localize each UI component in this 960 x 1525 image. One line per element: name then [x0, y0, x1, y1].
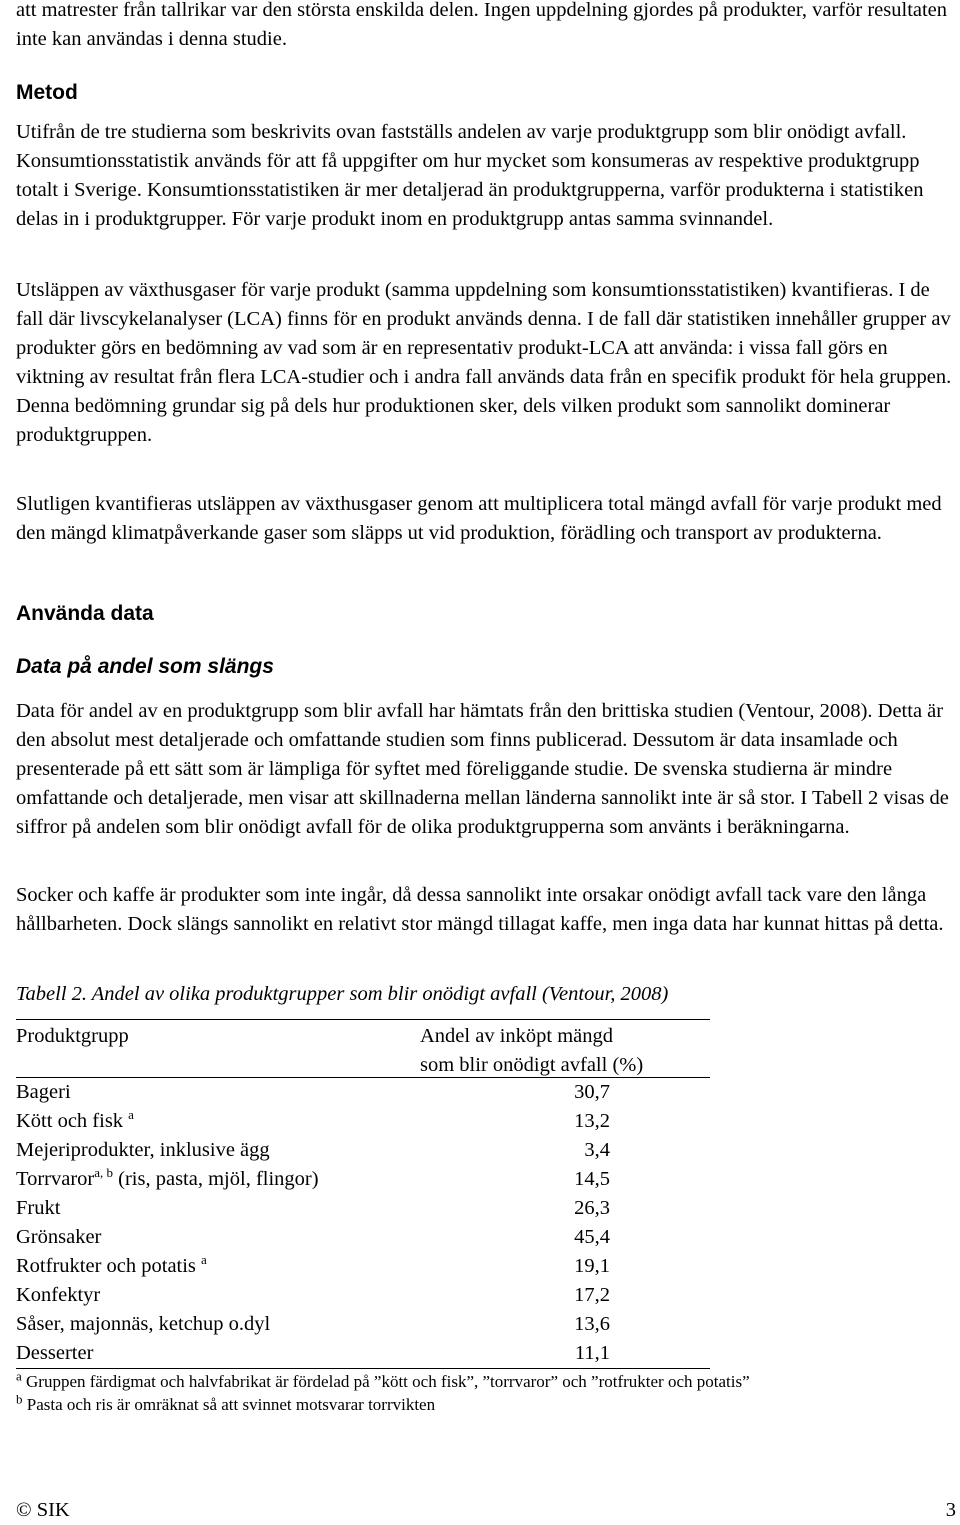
- table-row: [16, 1165, 710, 1194]
- row-name: Desserter: [16, 1342, 94, 1364]
- paragraph-metod-1: Utifrån de tre studierna som beskrivits ovan fastställs andelen av varje produktgrupp som blir onödigt avfall. Konsumtionsstatistik används för att få uppgifter om hur mycket som konsumeras av respektive produktgrupp totalt i Sverige. Konsumtionsstatistiken är mer detaljerad än produktgrupperna, varför produkterna i statistiken delas in i produktgrupper. För varje produkt inom en produktgrupp antas samma svinnandel.: [16, 121, 924, 230]
- table-cell-andel: 14,5: [574, 1168, 610, 1190]
- table-cell-produktgrupp: [16, 1339, 93, 1368]
- row-name: Frukt: [16, 1197, 61, 1219]
- table-cell-andel: 30,7: [574, 1081, 610, 1103]
- table-cell-andel: 13,6: [574, 1313, 610, 1335]
- row-name: Bageri: [16, 1081, 71, 1103]
- table-header-produktgrupp: Produktgrupp: [16, 1025, 129, 1047]
- table-cell-andel: 3,4: [584, 1139, 610, 1161]
- row-name: Konfektyr: [16, 1284, 101, 1306]
- table-header: [16, 1020, 710, 1077]
- table-row: [16, 1078, 710, 1107]
- table-row: [16, 1339, 710, 1368]
- table-row: [16, 1252, 710, 1281]
- table-cell-produktgrupp: [16, 1194, 60, 1223]
- table-cell-produktgrupp: [16, 1078, 71, 1107]
- row-name: Kött och fisk: [16, 1110, 129, 1132]
- table-cell-andel: 13,2: [574, 1110, 610, 1132]
- subheading-data-andel: Data på andel som slängs: [16, 655, 274, 678]
- table-cell-andel: 26,3: [574, 1197, 610, 1219]
- row-footnote-mark: a: [128, 1107, 134, 1123]
- table-cell-produktgrupp: [16, 1107, 134, 1136]
- table-header-andel-line2: som blir onödigt avfall (%): [420, 1054, 644, 1076]
- table-cell-produktgrupp: [16, 1310, 270, 1339]
- table-cell-andel: 17,2: [574, 1284, 610, 1306]
- intro-paragraph: att matrester från tallrikar var den största enskilda delen. Ingen uppdelning gjordes på produkter, varför resultaten inte kan användas i denna studie.: [16, 0, 948, 50]
- heading-metod: Metod: [16, 81, 78, 104]
- table-row: [16, 1107, 710, 1136]
- footnote-a: [16, 1368, 750, 1393]
- row-name: Mejeriprodukter, inklusive ägg: [16, 1139, 270, 1161]
- footer-copyright: © SIK: [16, 1499, 70, 1521]
- footnote-b-text: Pasta och ris är omräknat så att svinnet motsvarar torrvikten: [22, 1395, 436, 1414]
- row-name: Rotfrukter och potatis: [16, 1255, 202, 1277]
- footnote-a-mark: a: [16, 1368, 22, 1384]
- footnote-b: [16, 1391, 436, 1416]
- table-cell-produktgrupp: [16, 1223, 101, 1252]
- row-footnote-mark: a, b: [94, 1165, 114, 1181]
- table-caption: Tabell 2. Andel av olika produktgrupper som blir onödigt avfall (Ventour, 2008): [16, 983, 669, 1005]
- table-cell-produktgrupp: [16, 1136, 270, 1165]
- table-header-andel-line1: Andel av inköpt mängd: [420, 1025, 614, 1047]
- table-body: [16, 1078, 710, 1368]
- table-produktgrupper: [16, 1019, 710, 1369]
- table-row: [16, 1310, 710, 1339]
- table-cell-andel: 45,4: [574, 1226, 610, 1248]
- table-row: [16, 1194, 710, 1223]
- table-cell-andel: 11,1: [574, 1342, 610, 1364]
- heading-anvanda-data: Använda data: [16, 602, 154, 625]
- table-cell-produktgrupp: [16, 1252, 207, 1281]
- row-name: Torrvaror: [16, 1168, 95, 1190]
- footnote-a-text: Gruppen färdigmat och halvfabrikat är fördelad på ”kött och fisk”, ”torrvaror” och ”rotfrukter och potatis”: [21, 1372, 750, 1391]
- table-row: [16, 1223, 710, 1252]
- table-cell-produktgrupp: [16, 1281, 100, 1310]
- row-name: Grönsaker: [16, 1226, 102, 1248]
- footnote-b-mark: b: [16, 1391, 23, 1407]
- table-row: [16, 1281, 710, 1310]
- table-row: [16, 1136, 710, 1165]
- paragraph-metod-3: Slutligen kvantifieras utsläppen av växthusgaser genom att multiplicera total mängd avfall för varje produkt med den mängd klimatpåverkande gaser som släpps ut vid produktion, förädling och transport av produkterna.: [16, 493, 942, 544]
- table-cell-andel: 19,1: [574, 1255, 610, 1277]
- table-header-andel: [420, 1022, 643, 1080]
- row-name: Såser, majonnäs, ketchup o.dyl: [16, 1313, 271, 1335]
- paragraph-metod-2: Utsläppen av växthusgaser för varje produkt (samma uppdelning som konsumtionsstatistiken) kvantifieras. I de fall där livscykelanalyser (LCA) finns för en produkt används denna. I de fall där statistiken innehåller grupper av produkter görs en bedömning av vad som är en representativ produkt-LCA att använda: i vissa fall görs en viktning av resultat från flera LCA-studier och i andra fall används data från en specifik produkt för hela gruppen. Denna bedömning grundar sig på dels hur produktionen sker, dels vilken produkt som sannolikt dominerar produktgruppen.: [16, 279, 952, 446]
- row-footnote-mark: a: [201, 1252, 207, 1268]
- paragraph-data-2: Socker och kaffe är produkter som inte ingår, då dessa sannolikt inte orsakar onödigt avfall tack vare den långa hållbarheten. Dock slängs sannolikt en relativt stor mängd tillagat kaffe, men inga data har kunnat hittas på detta.: [16, 884, 944, 935]
- page-number: 3: [945, 1499, 956, 1521]
- table-cell-produktgrupp: [16, 1165, 319, 1194]
- paragraph-data-1: Data för andel av en produktgrupp som blir avfall har hämtats från den brittiska studien (Ventour, 2008). Detta är den absolut mest detaljerade och omfattande studien som finns publicerad. Dessutom är data insamlade och presenterade på ett sätt som är lämpliga för syftet med föreliggande studie. De svenska studierna är mindre omfattande och detaljerade, men visar att skillnaderna mellan länderna sannolikt inte är så stor. I Tabell 2 visas de siffror på andelen som blir onödigt avfall för de olika produktgrupperna som använts i beräkningarna.: [16, 700, 949, 838]
- table-bottom-rule: [16, 1368, 710, 1369]
- row-name-suffix: (ris, pasta, mjöl, flingor): [113, 1168, 319, 1190]
